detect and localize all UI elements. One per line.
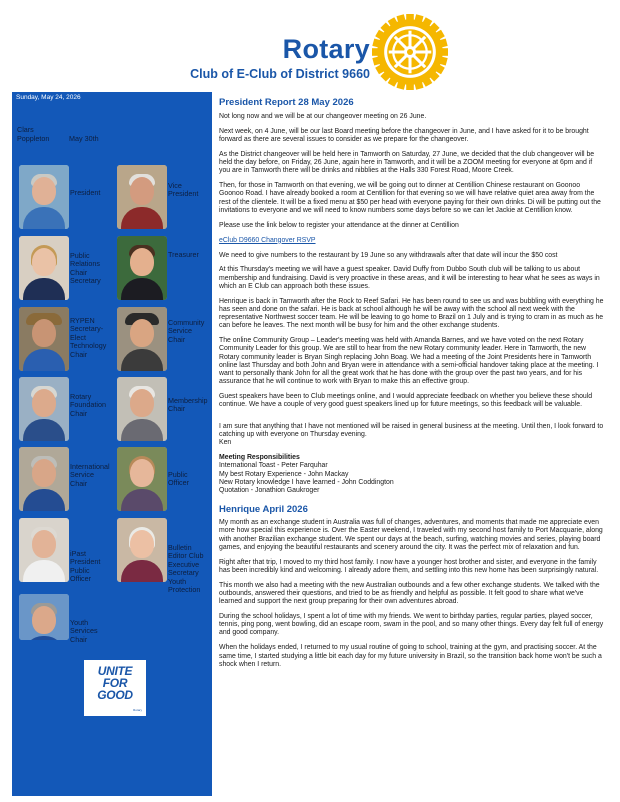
- logo-line-1: UNITE: [97, 664, 133, 678]
- main-content: [219, 97, 605, 799]
- officer-rotary-foundation: [12, 377, 110, 447]
- officer-role: President: [70, 188, 101, 197]
- officer-photo: [117, 307, 167, 371]
- responsibilities-title: Meeting Responsibilities: [219, 454, 300, 462]
- paragraph: I am sure that anything that I have not mentioned will be raised in general business at the meeting. Until then, I look forward to catching up with everyone on Thursday evening.: [219, 422, 604, 439]
- officer-photo: [19, 236, 69, 300]
- officer-role: Membership Chair: [168, 396, 208, 414]
- section-title-henrique: Henrique April 2026: [219, 504, 308, 516]
- officer-photo: [19, 518, 69, 582]
- paragraph: As the District changeover will be held here in Tamworth on Saturday, 27 June, we decided that the club changeover will be held the day before, on Friday, 26 June, again here in Tamworth, and it will be a ZOOM meeting for everyone at 6pm and if you are in Tamworth there will be drinks and nibblies at the Halls 330 Forest Road, Moore Creek.: [219, 150, 595, 175]
- officer-role: International Service Chair: [70, 462, 110, 488]
- club-name: Clars Poppleton: [17, 125, 50, 143]
- responsibility-item: Quotation - Jonathion Gaukroger: [219, 486, 320, 494]
- officer-photo: [19, 447, 69, 511]
- paragraph: Right after that trip, I moved to my third host family. I now have a younger host brother and sister, and everyone in the family has been incredibly kind and welcoming. I already adore them, and settling into this new home has been surprisingly natural.: [219, 558, 599, 574]
- officer-role: Bulletin Editor Club Executive Secretary Youth Protection: [168, 543, 204, 595]
- officer-role: RYPEN Secretary-Elect Technology Chair: [70, 316, 107, 359]
- officer-public-officer: [110, 447, 208, 517]
- paragraph: When the holidays ended, I returned to my usual routine of going to school, training at the gym, and practising soccer. At the same time, I started studying a little bit each day for my future university in Brazil, so the transition back home won't be such a shock when I return.: [219, 644, 602, 668]
- officer-photo: [117, 236, 167, 300]
- paragraph: Guest speakers have been to Club meetings online, and I would appreciate feedback on whether you believe these should continue. We have a couple of very good guest speakers lined up for future meetings, so this feedback will be valuable.: [219, 393, 593, 409]
- officer-photo: [117, 165, 167, 229]
- paragraph: My month as an exchange student in Australia was full of changes, adventures, and moments that made me appreciate even more how special this experience is. Over the Easter weekend, I traveled with my second host family to Port Macquarie, along with another Brazilian exchange student. We spent our days at the beach, surfing, watching movies and series, playing board games, and enjoying the beautiful restaurants and scenery around the city. It was the perfect mix of relaxation and fun.: [219, 519, 603, 551]
- officer-president: [12, 165, 110, 235]
- logo-rotary-small: Rotary: [133, 708, 142, 712]
- paragraph: This month we also had a meeting with the new Australian outbounds and a few other exchange students. We talked with the outbounds, answered their questions, and tried to be as friendly and helpful as possible. It felt good to share what we've learned and support the next group preparing for their own adventures abroad.: [219, 581, 600, 606]
- officer-photo: [19, 165, 69, 229]
- paragraph: Please use the link below to register your attendance at the dinner at Centillion: [219, 221, 459, 229]
- rsvp-link-wrapper: [219, 237, 605, 245]
- logo-line-3: GOOD: [97, 688, 133, 702]
- brand: [170, 34, 370, 82]
- officer-photo: [19, 594, 69, 640]
- paragraph: At this Thursday's meeting we will have a guest speaker. David Duffy from Dubbo South club will be talking to us about membership and fundraising. David is very proactive in these areas, and it will be interesting to hear what he sees as ways in which an E Club can approach both these issues.: [219, 266, 600, 290]
- officer-photo: [117, 447, 167, 511]
- officer-treasurer: [110, 236, 208, 306]
- paragraph: During the school holidays, I spent a lot of time with my friends. We went to birthday parties, regular parties, played soccer, tennis, ping pong, went bowling, did an escape room, swam in the pool, and so many other things. Every day felt full of energy and good company.: [219, 613, 604, 637]
- officer-role: Rotary Foundation Chair: [70, 392, 106, 418]
- officer-role: Treasurer: [168, 250, 199, 259]
- paragraph: Then, for those in Tamworth on that evening, we will be going out to dinner at Centillion Chinese restaurant on Goonoo Goonoo Road. I have already booked a room at Centillion for that evening so we will have relative quiet area away from the rest of the clientele. It will be a fixed menu at $50 per head with everyone paying for their own drinks. Di will be putting out the invitations to everyone and we will need to know numbers some days before so we can let Jackie at Centillion know.: [219, 182, 601, 214]
- officer-past-president: [12, 518, 110, 588]
- signature: Ken: [219, 439, 232, 447]
- officer-photo: [19, 377, 69, 441]
- officer-community-service: [110, 307, 208, 377]
- officer-role: Public Officer: [168, 470, 190, 488]
- sidebar: [12, 92, 212, 796]
- header: [0, 0, 620, 92]
- officer-rypen: [12, 307, 110, 377]
- brand-subtitle: Club of E-Club of District 9660: [190, 67, 370, 81]
- officer-youth-services: [12, 594, 110, 664]
- officer-role: Public Relations Chair Secretary: [70, 251, 101, 286]
- officer-photo: [117, 518, 167, 582]
- officer-public-relations: [12, 236, 110, 306]
- paragraph: Next week, on 4 June, will be our last Board meeting before the changeover in June, and I have asked for it to be brought forward as there are several issues to consider as we prepare for the changeover.: [219, 127, 589, 144]
- paragraph: Not long now and we will be at our changeover meeting on 26 June.: [219, 113, 427, 120]
- paragraph: Henrique is back in Tamworth after the Rock to Reef Safari. He has been round to see us and was bubbling with everything he has seen and done on the safari. He is back at school although he will be away with the school all next week with the representative Northwest soccer team. He will be leaving to go home to Brazil on 1 July and is trying to cram in as much as he can before he leaves. The next month will be busy for him and the other exchange students.: [219, 297, 604, 330]
- section-title-president-report: President Report 28 May 2026: [219, 97, 354, 108]
- paragraph: The online Community Group – Leader's meeting was held with Amanda Barnes, and we have voted on the next Rotary Community Leader for this group. We are still to hear from the new Rotary community leader. Here in Tamworth, the new Rotary community leader is Bryan Singh replacing John Boag. We had a meeting of the Joint Presidents here in Tamworth online last Thursday and both John and Bryan were in attendance with a semi-official handover taking place at the meeting. I want to personally thank John for all the great work that he has done with the group over the past two years, and for his assurance that he will continue to work with Bryan to make this an effective group.: [219, 337, 599, 386]
- club-meeting-date: May 30th: [69, 134, 99, 143]
- sidebar-date: Sunday, May 24, 2026: [16, 94, 81, 101]
- officer-role: Vice President: [168, 181, 199, 199]
- officer-vice-president: [110, 165, 208, 235]
- brand-title: Rotary: [282, 34, 370, 64]
- responsibility-item: International Toast - Peter Farquhar: [219, 462, 328, 470]
- officer-membership: [110, 377, 208, 447]
- officer-role: Youth Services Chair: [70, 618, 98, 644]
- officer-photo: [117, 377, 167, 441]
- rotary-wheel-icon: [372, 14, 448, 90]
- unite-for-good-logo: [84, 660, 146, 716]
- officer-role: Community Service Chair: [168, 318, 205, 344]
- officer-international-service: [12, 447, 110, 517]
- officer-role: iPast President Public Officer: [70, 549, 101, 584]
- responsibility-item: New Rotary knowledge I have learned - John Coddington: [219, 478, 394, 486]
- rsvp-link[interactable]: eClub D9660 Changover RSVP: [219, 236, 316, 244]
- logo-line-2: FOR: [102, 676, 128, 690]
- responsibility-item: My best Rotary Experience - John Mackay: [219, 470, 349, 478]
- officer-bulletin-editor: [110, 518, 208, 602]
- officer-photo: [19, 307, 69, 371]
- paragraph: We need to give numbers to the restaurant by 19 June so any withdrawals after that date will incur the $50 cost: [219, 251, 558, 259]
